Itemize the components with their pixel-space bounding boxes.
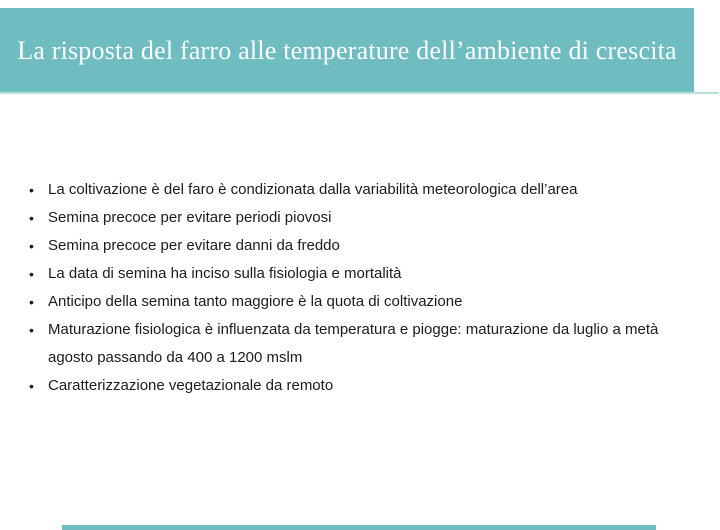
bullet-marker-icon: • bbox=[29, 322, 34, 338]
bullet-marker-icon: • bbox=[29, 210, 34, 226]
bullet-marker-icon: • bbox=[29, 238, 34, 254]
bullet-marker-icon: • bbox=[29, 182, 34, 198]
bullet-text: Maturazione fisiologica è influenzata da temperatura e piogge: maturazione da luglio a metà agosto passando da 400 a 1200 mslm bbox=[48, 321, 659, 366]
bullet-text: La coltivazione è del faro è condizionata dalla variabilità meteorologica dell’area bbox=[48, 181, 578, 198]
bullet-text: Caratterizzazione vegetazionale da remoto bbox=[48, 377, 334, 394]
list-item bbox=[28, 316, 683, 372]
bullet-text: Semina precoce per evitare danni da freddo bbox=[48, 237, 340, 254]
banner-underline bbox=[0, 92, 719, 94]
bullet-list bbox=[28, 176, 683, 400]
list-item bbox=[28, 288, 683, 316]
bullet-text: Semina precoce per evitare periodi piovosi bbox=[48, 209, 332, 226]
bullet-text: La data di semina ha inciso sulla fisiologia e mortalità bbox=[48, 265, 402, 282]
bullet-marker-icon: • bbox=[29, 378, 34, 394]
bullet-text: Anticipo della semina tanto maggiore è la quota di coltivazione bbox=[48, 293, 463, 310]
list-item bbox=[28, 260, 683, 288]
list-item bbox=[28, 372, 683, 400]
title-banner bbox=[0, 8, 694, 92]
list-item bbox=[28, 176, 683, 204]
list-item bbox=[28, 232, 683, 260]
bullet-marker-icon: • bbox=[29, 266, 34, 282]
next-slide-strip bbox=[62, 525, 656, 530]
slide-title: La risposta del farro alle temperature dell’ambiente di crescita bbox=[17, 35, 677, 65]
list-item bbox=[28, 204, 683, 232]
bullet-marker-icon: • bbox=[29, 294, 34, 310]
